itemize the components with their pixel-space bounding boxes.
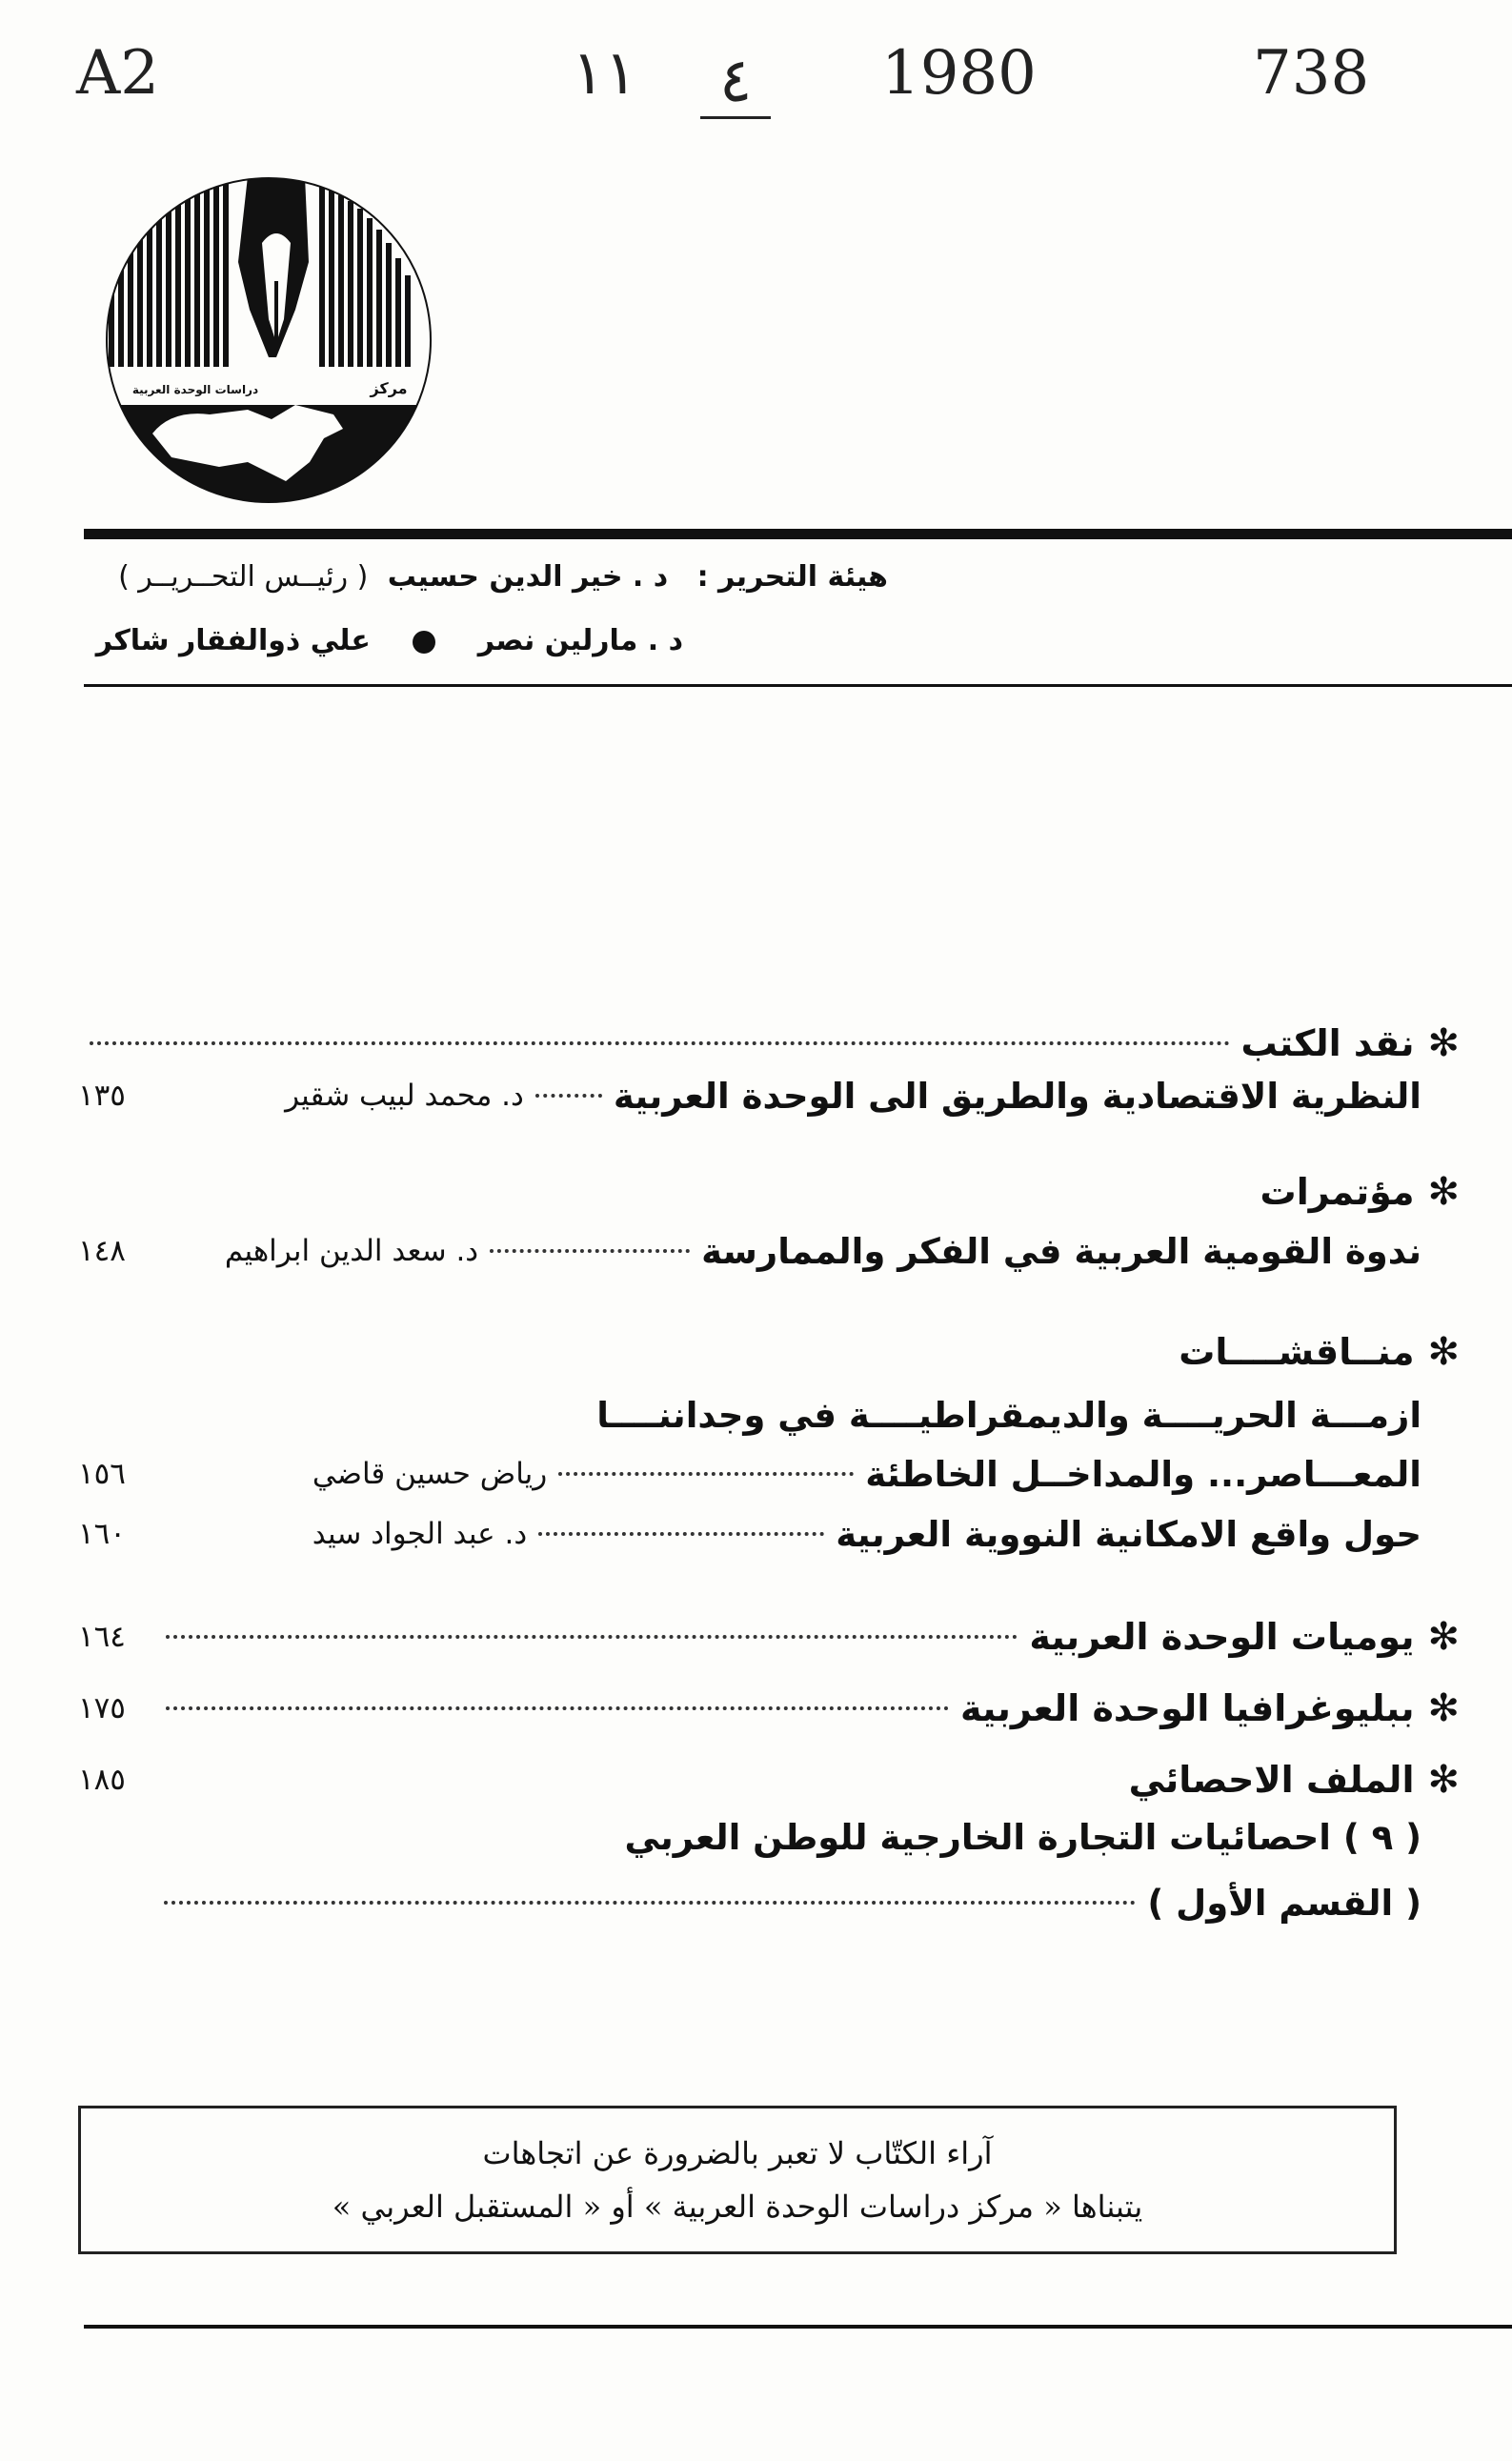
disclaimer-line1: آراء الكتّاب لا تعبر بالضرورة عن اتجاهات — [482, 2135, 993, 2171]
toc-entry-page: ١٨٥ — [78, 1763, 126, 1797]
asterisk-icon: ✻ — [1427, 1758, 1460, 1802]
editorial-rule — [84, 684, 1512, 687]
toc-entry-page: ١٤٨ — [78, 1234, 126, 1268]
section-heading: منــاقشــــات — [1179, 1331, 1415, 1373]
center-logo — [105, 176, 433, 505]
asterisk-icon: ✻ — [1427, 1686, 1460, 1730]
bullet-dot — [413, 631, 435, 654]
toc-entry — [78, 1510, 1421, 1558]
editorial-board-line1 — [118, 560, 888, 594]
footer-rule — [84, 2325, 1512, 2329]
asterisk-icon: ✻ — [1427, 1330, 1460, 1374]
leader-dots — [535, 1094, 602, 1098]
toc-entry — [78, 1072, 1421, 1120]
editor-chief: د . خير الدين حسيب — [387, 560, 669, 594]
toc-entry-page: ١٣٥ — [78, 1079, 126, 1113]
toc-entry-author: رياض حسين قاضي — [312, 1457, 548, 1491]
editorial-label: هيئة التحرير : — [696, 560, 888, 594]
toc-heading-discussions — [1179, 1330, 1460, 1374]
logo-top-text: مركز — [370, 379, 408, 397]
handwritten-year: 1980 — [881, 38, 1037, 109]
toc-heading-book-review — [78, 1019, 1460, 1067]
toc-heading-conferences — [1260, 1170, 1460, 1214]
asterisk-icon: ✻ — [1427, 1170, 1460, 1214]
toc-heading-diary — [78, 1613, 1460, 1661]
asterisk-icon: ✻ — [1427, 1021, 1460, 1065]
leader-dots — [90, 1041, 1230, 1045]
toc-entry-title: ازمـــة الحريــــة والديمقراطيــــة في وجداننــــا — [596, 1394, 1421, 1436]
leader-dots — [166, 1706, 949, 1710]
section-heading: مؤتمرات — [1260, 1171, 1415, 1213]
handwritten-code: A2 — [76, 38, 159, 109]
leader-dots — [166, 1635, 1018, 1639]
handwritten-issue: ١١ — [572, 38, 637, 109]
toc-heading-statistics — [78, 1756, 1460, 1804]
toc-entry-author: د. محمد لبيب شقير — [285, 1079, 524, 1113]
leader-dots — [164, 1901, 1136, 1905]
editor-member2: علي ذوالفقار شاكر — [95, 624, 371, 657]
asterisk-icon: ✻ — [1427, 1615, 1460, 1659]
section-heading: نقد الكتب — [1240, 1022, 1415, 1064]
editor-member1: د . مارلين نصر — [477, 624, 683, 657]
leader-dots — [538, 1532, 824, 1536]
toc-entry-title: النظرية الاقتصادية والطريق الى الوحدة العربية — [613, 1075, 1421, 1117]
toc-entry-page: ١٧٥ — [78, 1691, 126, 1725]
toc-entry-title: ندوة القومية العربية في الفكر والممارسة — [701, 1230, 1421, 1272]
toc-entry-title: ( القسم الأول ) — [1147, 1882, 1421, 1924]
toc-entry-author: د. سعد الدين ابراهيم — [224, 1234, 479, 1268]
toc-entry-page: ١٥٦ — [78, 1457, 126, 1491]
toc-entry — [78, 1450, 1421, 1498]
section-heading: ببليوغرافيا الوحدة العربية — [960, 1687, 1415, 1729]
toc-entry — [78, 1391, 1421, 1439]
handwritten-ref: 738 — [1253, 38, 1370, 109]
editorial-board-line2 — [96, 624, 683, 657]
toc-entry-page: ١٦٤ — [78, 1620, 126, 1654]
toc-entry-page: ١٦٠ — [78, 1517, 126, 1551]
leader-dots — [558, 1472, 854, 1476]
disclaimer-box — [78, 2106, 1397, 2254]
toc-heading-bibliography — [78, 1684, 1460, 1732]
toc-entry-title: حول واقع الامكانية النووية العربية — [836, 1513, 1421, 1555]
editor-chief-role: ( رئيــس التحــريــر ) — [118, 560, 369, 594]
toc-entry — [78, 1879, 1421, 1926]
logo-bottom-text: دراسات الوحدة العربية — [131, 383, 259, 396]
disclaimer-line2: يتبناها « مركز دراسات الوحدة العربية » أو « المستقبل العربي » — [332, 2189, 1143, 2225]
section-heading: يوميات الوحدة العربية — [1029, 1616, 1415, 1658]
header-rule — [84, 529, 1512, 539]
handwritten-month: ٤ — [700, 46, 771, 119]
leader-dots — [490, 1249, 690, 1253]
toc-entry-title: المعـــاصر... والمداخــل الخاطئة — [865, 1453, 1421, 1495]
section-heading: الملف الاحصائي — [1128, 1759, 1415, 1801]
toc-entry — [78, 1227, 1421, 1275]
toc-entry — [78, 1813, 1421, 1861]
toc-entry-author: د. عبد الجواد سيد — [312, 1517, 528, 1551]
toc-entry-title: ( ٩ ) احصائيات التجارة الخارجية للوطن العربي — [624, 1816, 1421, 1858]
